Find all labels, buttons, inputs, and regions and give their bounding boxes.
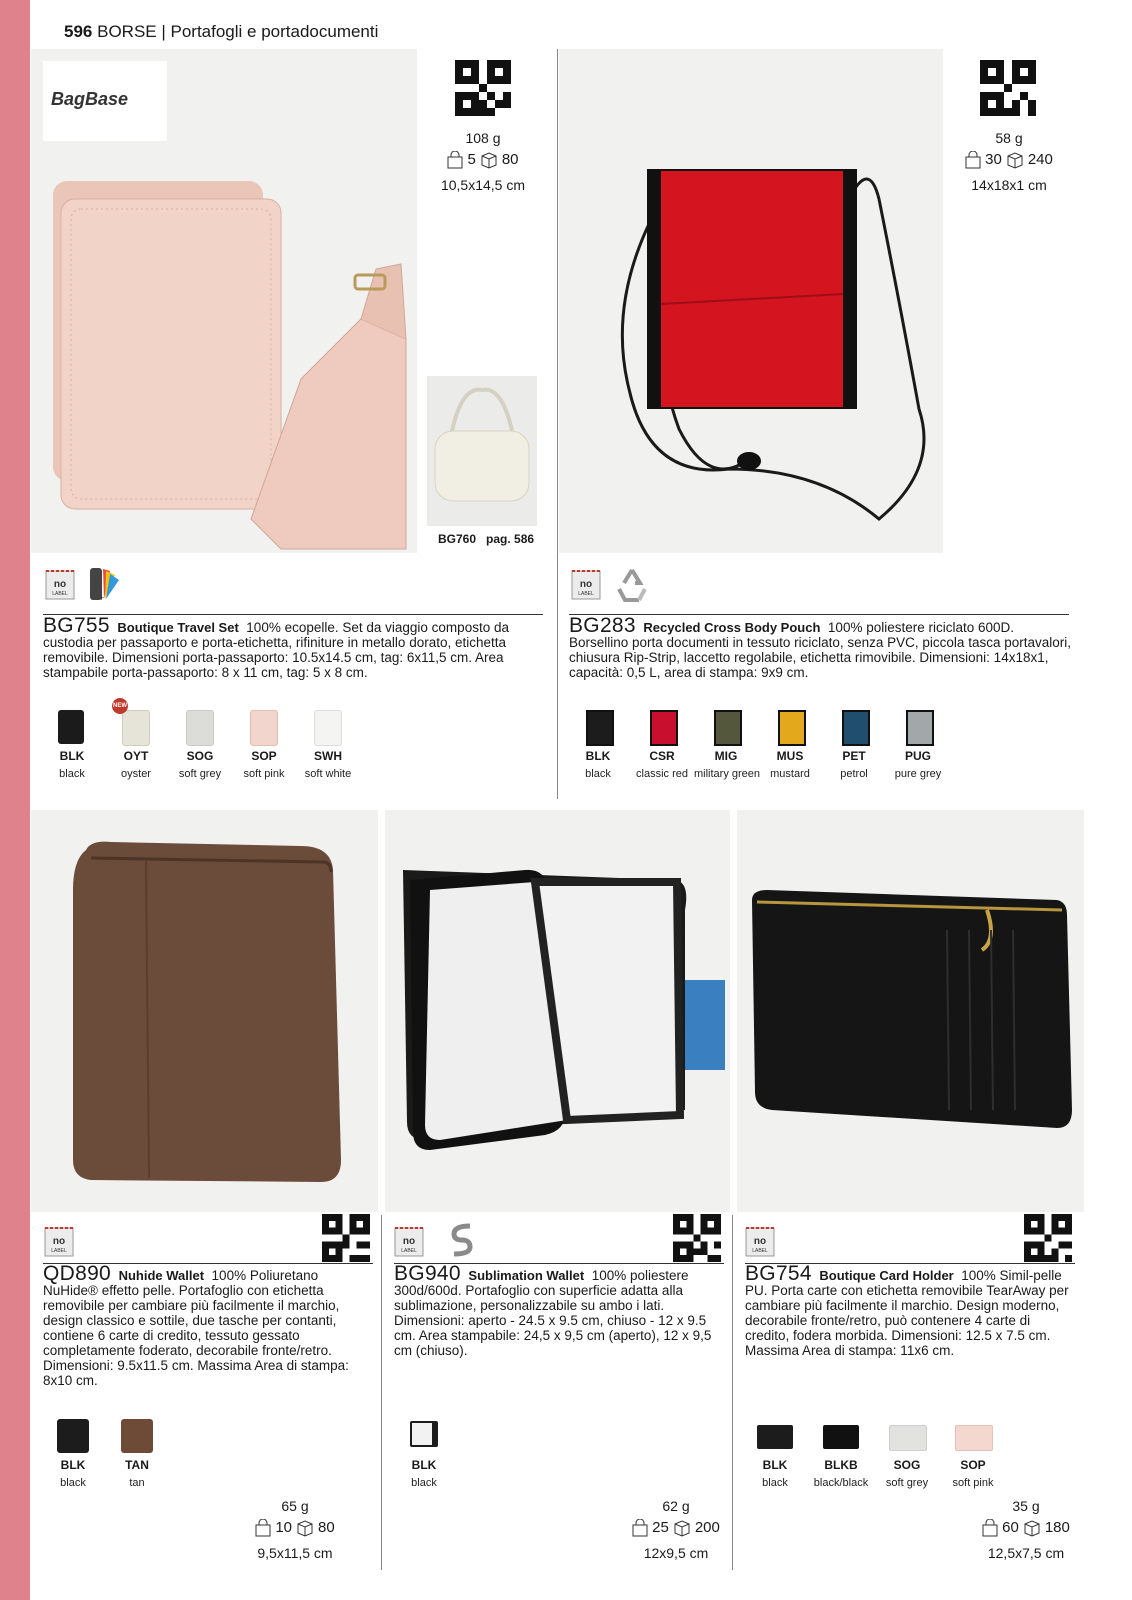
swatch-image: [768, 706, 812, 746]
color-swatch[interactable]: [296, 706, 360, 780]
dimensions: 10,5x14,5 cm: [440, 176, 526, 193]
pack-big: 240: [1027, 151, 1053, 168]
color-code: SOG: [893, 1458, 921, 1472]
color-name: mustard: [770, 768, 810, 780]
qr-code-bg283: [980, 60, 1036, 116]
brand-logo: BagBase: [51, 89, 129, 109]
color-code: PUG: [904, 749, 931, 763]
swatch-image: [832, 706, 876, 746]
color-name: black: [585, 768, 611, 780]
color-name: black/black: [813, 1477, 869, 1489]
product-photo-bg754: [737, 810, 1084, 1212]
bag-pack-icon: [255, 1519, 271, 1537]
color-swatch[interactable]: [168, 706, 232, 780]
color-swatch[interactable]: [941, 1415, 1005, 1489]
color-name: soft pink: [952, 1477, 994, 1489]
color-name: black: [762, 1477, 788, 1489]
sublimation-icon: [448, 1222, 476, 1258]
svg-text:no: no: [52, 1236, 66, 1247]
recycle-icon: [613, 567, 651, 603]
column-divider-top: [557, 49, 558, 799]
spec-block-qd890: [230, 1496, 360, 1564]
pack-big: 80: [501, 151, 519, 168]
color-swatch[interactable]: [392, 1415, 456, 1489]
bag-pack-icon: [982, 1519, 998, 1537]
spec-block-bg283: [944, 128, 1074, 196]
packaging: [255, 1517, 334, 1538]
weight: 108 g: [465, 130, 501, 146]
color-code: SOP: [251, 749, 277, 763]
color-code: MUS: [776, 749, 804, 763]
pack-small: 30: [985, 151, 1002, 168]
product-name: Boutique Travel Set: [117, 620, 239, 635]
swatch-image: [115, 1415, 159, 1455]
spec-block-bg940: [611, 1496, 741, 1564]
packaging: [447, 149, 518, 170]
pack-small: 25: [652, 1519, 669, 1536]
product-description: 100% ecopelle. Set da viaggio composto da custodia per passaporto e porta-etichetta, rifiniture in metallo dorato, etichetta removibile. Dimensioni porta-passaporto: 10.5x14.5 cm, tag: 6x11,5 cm. Area stampabile porta-passaporto: 8 x 11 cm, tag: 5 x 8 cm.: [43, 620, 509, 680]
product-name: Nuhide Wallet: [118, 1268, 205, 1283]
svg-text:LABEL: LABEL: [752, 1248, 768, 1254]
color-list-bg283: [566, 706, 950, 780]
color-name: soft grey: [178, 768, 222, 780]
swatch-image: [402, 1415, 446, 1455]
color-name: petrol: [840, 768, 868, 780]
color-list-bg755: [40, 703, 360, 780]
color-name: pure grey: [894, 768, 942, 780]
swatch-image: [819, 1415, 863, 1455]
no-label-icon: [745, 1224, 775, 1258]
color-code: TAN: [125, 1458, 149, 1472]
swatch-image: [113, 703, 158, 746]
dimensions: 12,5x7,5 cm: [987, 1544, 1065, 1561]
product-photo-bg940: [385, 810, 730, 1212]
nuhide-wallet-illustration: [31, 810, 378, 1212]
color-code: BLK: [411, 1458, 437, 1472]
qr-code-qd890: [322, 1214, 370, 1262]
dimensions: 14x18x1 cm: [971, 176, 1047, 193]
color-name: soft grey: [885, 1477, 929, 1489]
product-photo-bg755: [31, 49, 417, 553]
page-header: [64, 22, 378, 42]
swatch-image: [704, 706, 748, 746]
color-code: SOG: [186, 749, 214, 763]
swatch-image: [178, 706, 222, 746]
bag-pack-icon: [447, 151, 463, 169]
color-swatch[interactable]: [566, 706, 630, 780]
spec-block-bg755: [418, 128, 548, 196]
weight: 58 g: [995, 130, 1023, 146]
color-name: oyster: [121, 768, 151, 780]
pack-small: 5: [467, 151, 476, 168]
color-swatch[interactable]: [40, 706, 104, 780]
color-swatch[interactable]: [232, 706, 296, 780]
bag-pack-icon: [632, 1519, 648, 1537]
product-code: BG283: [569, 614, 636, 637]
color-code: BLK: [60, 1458, 86, 1472]
color-swatch[interactable]: [694, 706, 761, 780]
product-description: 100% Simil-pelle PU. Porta carte con etichetta removibile TearAway per cambiare più facilmente il marchio. Design moderno, decorabile fronte/retro, può contenere 4 carte di credito, fodera morbida. Dimensioni: 12.5 x 7.5 cm. Massima Area di stampa: 11x6 cm.: [745, 1268, 1069, 1358]
product-name: Recycled Cross Body Pouch: [643, 620, 821, 635]
new-badge: NEW: [112, 698, 128, 714]
card-holder-illustration: [737, 810, 1084, 1212]
title-rule-bg283: [569, 614, 1069, 615]
no-label-icon: [571, 567, 601, 601]
swatch-image: [896, 706, 940, 746]
color-name: soft white: [304, 768, 352, 780]
product-name: Boutique Card Holder: [819, 1268, 954, 1283]
qr-code-bg755: [455, 60, 511, 116]
title-rule-bg755: [43, 614, 543, 615]
pack-small: 10: [275, 1519, 292, 1536]
sublimation-wallet-illustration: [385, 810, 730, 1212]
product-code: BG940: [394, 1262, 461, 1285]
weight: 35 g: [1012, 1498, 1040, 1514]
color-name: black: [59, 768, 85, 780]
ref-page: pag. 586: [486, 532, 535, 546]
dimensions: 9,5x11,5 cm: [257, 1544, 333, 1561]
swatch-image: [50, 706, 94, 746]
color-list-qd890: [41, 1415, 169, 1489]
color-code: SWH: [314, 749, 342, 763]
box-pack-icon: [1023, 1519, 1041, 1537]
box-pack-icon: [296, 1519, 314, 1537]
cross-body-pouch-illustration: [559, 49, 943, 553]
color-swatch[interactable]: [822, 706, 886, 780]
product-description: 100% Poliuretano NuHide® effetto pelle. Portafoglio con etichetta removibile per cambiare più facilmente il marchio, design classico e sottile, due tasche per contanti, contiene 6 carte di credito, tessuto gessato completamente foderato, decorabile fronte/retro. Dimensioni: 9.5x11.5 cm. Massima Area di stampa: 8x10 cm.: [43, 1268, 349, 1388]
color-code: SOP: [960, 1458, 986, 1472]
ref-code: BG760: [438, 532, 477, 546]
no-label-icon: [394, 1224, 424, 1258]
color-swatches-icon: [88, 565, 124, 603]
product-description: 100% poliestere riciclato 600D. Borsellino porta documenti in tessuto riciclato, senza PVC, piccola tasca portavalori, chiusura Rip-Strip, laccetto regolabile, etichetta rimovibile. Dimensioni: 14x18x1, capacità: 0,5 L, area di stampa: 9x9 cm.: [569, 620, 1071, 680]
product-text-bg940: [394, 1262, 719, 1358]
swatch-image: [753, 1415, 797, 1455]
dimensions: 12x9,5 cm: [643, 1544, 709, 1561]
svg-text:+: +: [99, 593, 105, 603]
svg-text:LABEL: LABEL: [578, 591, 594, 597]
color-code: PET: [842, 749, 866, 763]
color-code: CSR: [649, 749, 675, 763]
color-swatch[interactable]: [104, 703, 168, 780]
svg-text:LABEL: LABEL: [52, 591, 68, 597]
color-list-bg940: [392, 1415, 456, 1489]
color-swatch[interactable]: [743, 1415, 807, 1489]
color-swatch[interactable]: [41, 1415, 105, 1489]
color-swatch[interactable]: [105, 1415, 169, 1489]
color-code: MIG: [714, 749, 738, 763]
ref-photo-bg760: [427, 376, 537, 526]
color-name: military green: [694, 768, 761, 780]
shopping-bag-icon: [31, 16, 57, 42]
no-label-icon: [45, 567, 75, 601]
color-name: soft pink: [243, 768, 285, 780]
color-list-bg754: [743, 1415, 1005, 1489]
product-text-bg283: [569, 614, 1074, 680]
color-name: black: [60, 1477, 86, 1489]
svg-text:no: no: [579, 579, 593, 590]
color-name: black: [411, 1477, 437, 1489]
box-pack-icon: [673, 1519, 691, 1537]
product-text-bg755: [43, 614, 543, 680]
color-code: BLK: [59, 749, 85, 763]
color-code: BLK: [762, 1458, 788, 1472]
spec-block-bg754: [961, 1496, 1091, 1564]
product-name: Sublimation Wallet: [468, 1268, 585, 1283]
color-name: tan: [129, 1477, 145, 1489]
svg-text:no: no: [53, 579, 67, 590]
color-swatch[interactable]: [630, 706, 694, 780]
swatch-image: [951, 1415, 995, 1455]
color-swatch[interactable]: [886, 706, 950, 780]
swatch-image: [885, 1415, 929, 1455]
section-title: BORSE | Portafogli e portadocumenti: [97, 22, 379, 41]
color-swatch[interactable]: [758, 706, 822, 780]
pack-big: 200: [694, 1519, 720, 1536]
packaging: [632, 1517, 720, 1538]
product-description: 100% poliestere 300d/600d. Portafoglio con superficie adatta alla sublimazione, personalizzabile su ambo i lati. Dimensioni: aperto - 24.5 x 9.5 cm, chiuso - 12 x 9.5 cm. Area stampabile: 24,5 x 9,5 cm (aperto), 12 x 9,5 cm (chiuso).: [394, 1268, 712, 1358]
packaging: [965, 149, 1053, 170]
qr-code-bg754: [1024, 1214, 1072, 1262]
color-name: classic red: [636, 768, 688, 780]
svg-text:no: no: [753, 1236, 767, 1247]
svg-text:LABEL: LABEL: [401, 1248, 417, 1254]
page-number: 596: [64, 22, 93, 41]
column-divider-bottom-1: [381, 1215, 382, 1570]
pack-big: 80: [318, 1519, 335, 1536]
color-code: BLK: [585, 749, 611, 763]
product-text-bg754: [745, 1262, 1070, 1358]
swatch-image: [306, 706, 350, 746]
product-code: QD890: [43, 1262, 112, 1285]
ref-caption: [438, 532, 534, 546]
box-pack-icon: [480, 151, 498, 169]
color-code: OYT: [123, 749, 149, 763]
product-text-qd890: [43, 1262, 371, 1388]
swatch-image: [640, 706, 684, 746]
bag-pack-icon: [965, 151, 981, 169]
pack-small: 60: [1002, 1519, 1019, 1536]
box-pack-icon: [1006, 151, 1024, 169]
page-side-band: [0, 0, 30, 1600]
svg-text:LABEL: LABEL: [51, 1248, 67, 1254]
packaging: [982, 1517, 1070, 1538]
qr-code-bg940: [673, 1214, 721, 1262]
product-code: BG755: [43, 614, 110, 637]
swatch-image: [51, 1415, 95, 1455]
svg-text:no: no: [402, 1236, 416, 1247]
no-label-icon: [44, 1224, 74, 1258]
product-code: BG754: [745, 1262, 812, 1285]
holdall-bag-illustration: [427, 376, 537, 526]
product-photo-qd890: [31, 810, 378, 1212]
weight: 62 g: [662, 1498, 690, 1514]
color-swatch[interactable]: [875, 1415, 939, 1489]
weight: 65 g: [281, 1498, 309, 1514]
color-code: BLKB: [824, 1458, 858, 1472]
color-swatch[interactable]: [809, 1415, 873, 1489]
pack-big: 180: [1044, 1519, 1070, 1536]
travel-set-illustration: [31, 49, 417, 553]
swatch-image: [576, 706, 620, 746]
product-photo-bg283: [559, 49, 943, 553]
swatch-image: [242, 706, 286, 746]
